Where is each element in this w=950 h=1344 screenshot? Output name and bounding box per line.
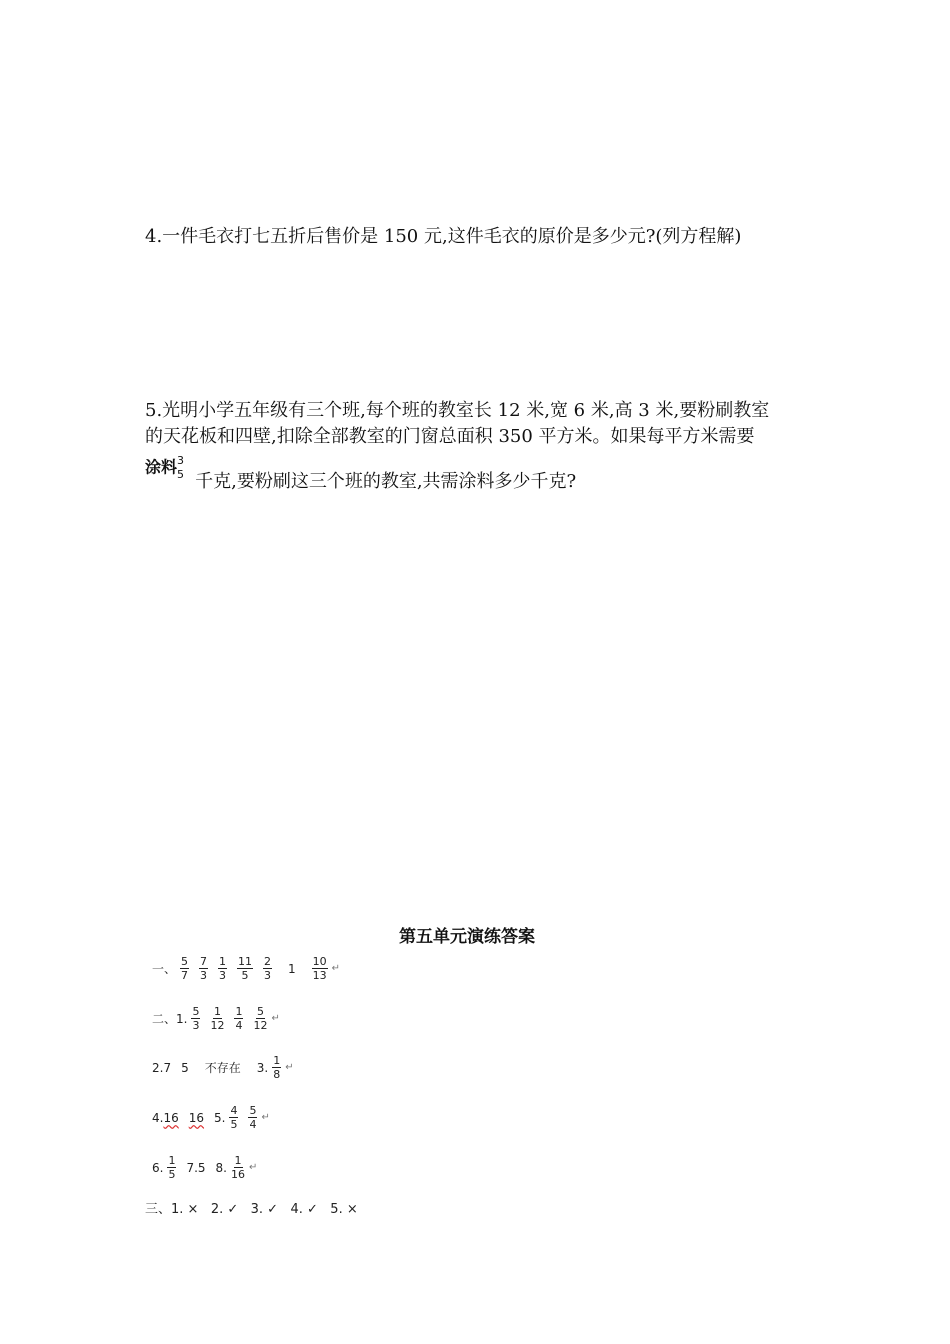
question-5-line-2: 的天花板和四壁,扣除全部教室的门窗总面积 350 平方米。如果每平方米需要 [145,426,755,447]
answer-row-3: 2.7 5 不存在 3. $\frac{1}{8}$ ↵ [152,1054,294,1081]
tuliao-fraction: 3 5 [177,454,185,481]
question-4: 4.一件毛衣打七五折后售价是 150 元,这件毛衣的原价是多少元?(列方程解) [145,226,742,247]
answer-row-4: 4. 16 16 5. $\frac{4}{5}$ $\frac{5}{4}$ ↵ [152,1104,270,1131]
answer-title: 第五单元演练答案 [399,927,535,947]
question-5-line-1: 5.光明小学五年级有三个班,每个班的教室长 12 米,宽 6 米,高 3 米,要粉刷教室 [145,400,770,421]
answer-part-2: 二、1. $\frac{5}{3}$ $\frac{1}{12}$ $\frac{1}{4}$ $\frac{5}{12}$ ↵ [152,1005,280,1032]
tuliao-label: 涂料 [145,457,178,477]
answer-row-5: 6. $\frac{1}{5}$ 7.5 8. $\frac{1}{16}$ ↵ [152,1154,258,1181]
answer-part-3: 三、1. × 2. ✓ 3. ✓ 4. ✓ 5. × [145,1202,358,1217]
question-5-line-3: 涂料 3 5 千克,要粉刷这三个班的教室,共需涂料多少千克? [145,454,577,492]
answer-part-1: 一、 $\frac{5}{7}$ $\frac{7}{3}$ $\frac{1}{3}$ $\frac{11}{5}$ $\frac{2}{3}$ 1 $\frac{10}{13}$ ↵ [152,955,341,982]
